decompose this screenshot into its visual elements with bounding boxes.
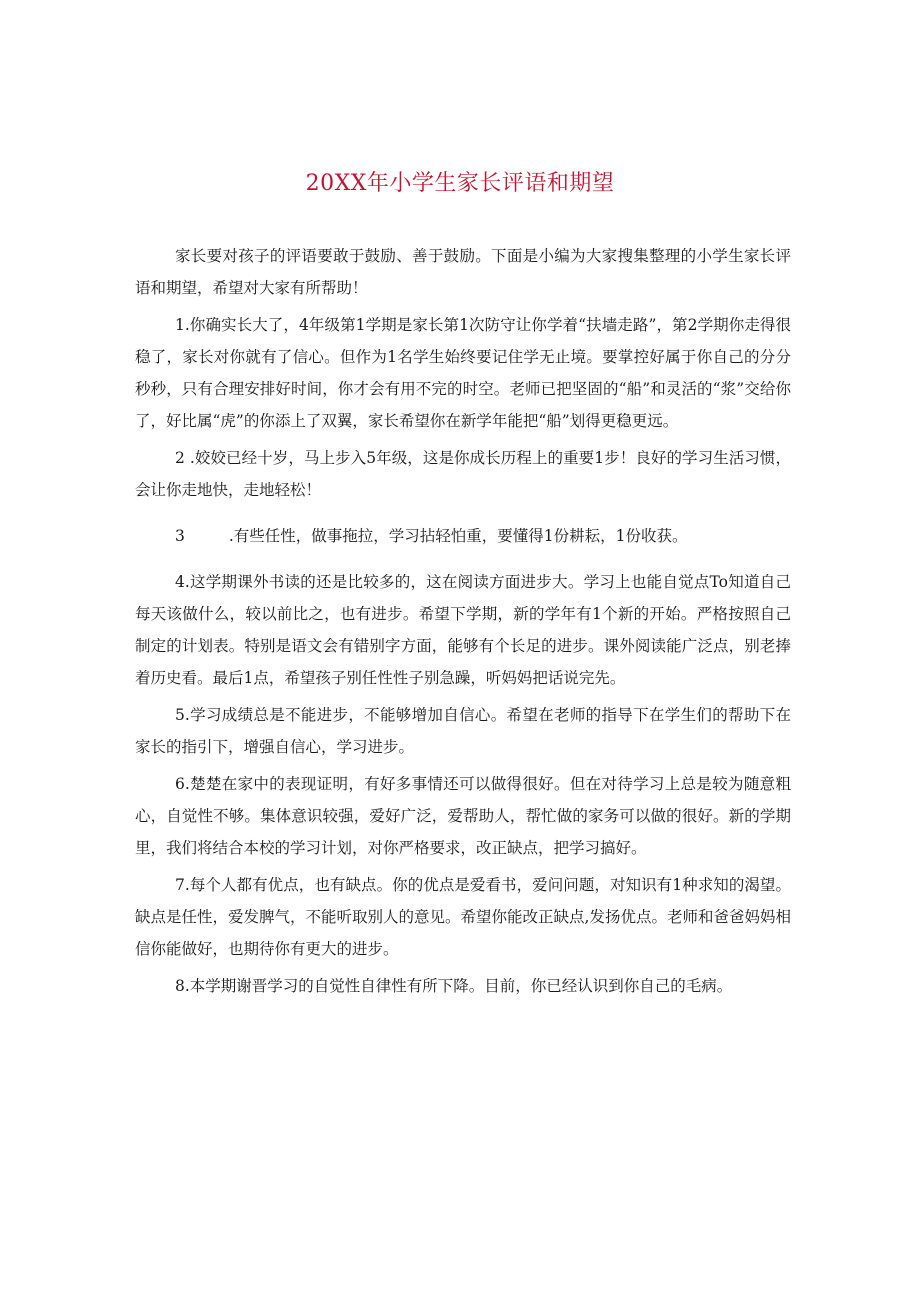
item-text: .每个人都有优点，也有缺点。你的优点是爱看书，爱问问题，对知识有1种求知的渴望。缺点是任性，爱发脾气，不能听取别人的意见。希望你能改正缺点,发扬优点。老师和爸爸妈妈相信你能做好，也期待你有更大的进步。 — [135, 876, 791, 958]
document-body — [135, 240, 791, 1002]
list-item — [135, 699, 791, 763]
item-number: 2 . — [175, 449, 195, 467]
item-number: 1. — [175, 316, 190, 334]
item-text: .有些任性，做事拖拉，学习拈轻怕重，要懂得1份耕耘，1份收获。 — [228, 527, 688, 545]
list-item — [135, 520, 791, 552]
item-text: .本学期谢晋学习的自觉性自律性有所下降。目前，你已经认识到你自己的毛病。 — [184, 977, 733, 995]
item-number: 4 — [175, 573, 185, 591]
intro-paragraph: 家长要对孩子的评语要敢于鼓励、善于鼓励。下面是小编为大家搜集整理的小学生家长评语和期望，希望对大家有所帮助！ — [135, 247, 791, 297]
list-item — [135, 566, 791, 694]
item-text: .学习成绩总是不能进步，不能够增加自信心。希望在老师的指导下在学生们的帮助下在家长的指引下，增强自信心，学习进步。 — [135, 706, 791, 756]
list-item — [135, 869, 791, 965]
item-text: .楚楚在家中的表现证明，有好多事情还可以做得很好。但在对待学习上总是较为随意粗心，自觉性不够。集体意识较强，爱好广泛，爱帮助人，帮忙做的家务可以做的很好。新的学期里，我们将结合本校的学习计划，对你严格要求，改正缺点，把学习搞好。 — [135, 775, 791, 857]
document-title: 20XX年小学生家长评语和期望 — [305, 171, 615, 196]
item-number: 6 — [175, 775, 185, 793]
item-number: 3 — [175, 527, 185, 545]
item-number: 7 — [175, 876, 185, 894]
item-number: 5 — [175, 706, 185, 724]
item-text: 你确实长大了，4年级第1学期是家长第1次防守让你学着“扶墙走路”，第2学期你走得很稳了，家长对你就有了信心。但作为1名学生始终要记住学无止境。要掌控好属于你自己的分分秒秒，只有合理安排好时间，你才会有用不完的时空。老师已把坚固的“船”和灵活的“浆”交给你了，好比属“虎”的你添上了双翼，家长希望你在新学年能把“船”划得更稳更远。 — [135, 316, 791, 430]
item-number: 8 — [175, 977, 185, 995]
list-item — [135, 442, 791, 506]
list-item — [135, 970, 791, 1002]
item-text: 姣姣已经十岁，马上步入5年级，这是你成长历程上的重要1步！良好的学习生活习惯，会让你走地快，走地轻松！ — [135, 449, 791, 499]
item-text: .这学期课外书读的还是比较多的，这在阅读方面进步大。学习上也能自觉点To知道自己每天该做什么，较以前比之，也有进步。希望下学期，新的学年有1个新的开始。严格按照自己制定的计划表。特别是语文会有错别字方面，能够有个长足的进步。课外阅读能广泛点，别老捧着历史看。最后1点，希望孩子别任性性子别急躁，听妈妈把话说完先。 — [135, 573, 791, 687]
list-item — [135, 309, 791, 437]
list-item — [135, 768, 791, 864]
